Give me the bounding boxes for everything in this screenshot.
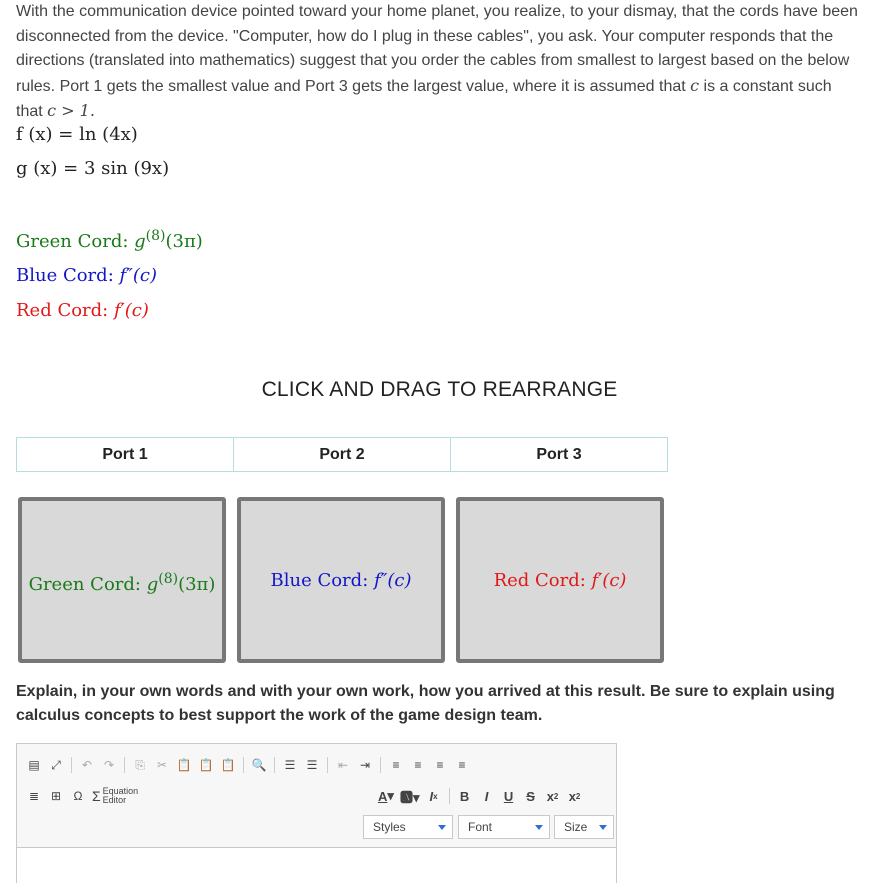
justify-icon[interactable]: ≡	[458, 758, 466, 772]
editor-format-toolbar	[375, 782, 586, 810]
align-center-icon[interactable]: ≡	[414, 758, 422, 772]
blue-cord-definition: Blue Cord: f″(c)	[16, 265, 157, 286]
bulleted-list-icon[interactable]: ☰	[306, 758, 318, 772]
draggable-red-cord[interactable]	[456, 497, 664, 663]
rich-text-editor	[16, 743, 617, 883]
background-color-icon[interactable]: 🅰▾	[400, 789, 420, 805]
outdent-icon[interactable]: ⇤	[337, 758, 349, 772]
styles-dropdown[interactable]: Styles	[363, 815, 453, 839]
indent-icon[interactable]: ⇥	[359, 758, 371, 772]
chevron-down-icon	[535, 825, 543, 830]
text-color-icon[interactable]: A ▾	[378, 788, 394, 804]
editor-toolbar-row-1	[23, 751, 473, 779]
bold-icon[interactable]: B	[459, 788, 470, 804]
draggable-blue-cord[interactable]	[237, 497, 445, 663]
chevron-down-icon	[438, 825, 446, 830]
source-icon[interactable]: ▤	[28, 758, 40, 772]
explain-prompt: Explain, in your own words and with your own work, how you arrived at this result. Be sure to explain using calculus concepts to best support the work of the game design team.	[16, 683, 835, 724]
paste-icon[interactable]: 📋	[176, 758, 192, 772]
strikethrough-icon[interactable]: S	[526, 788, 535, 804]
port-3-label: Port 3	[450, 438, 667, 471]
find-icon[interactable]: 🔍	[251, 758, 267, 772]
special-char-icon[interactable]: Ω	[73, 789, 83, 803]
blue-cord-card-text: Blue Cord: f″(c)	[270, 569, 412, 591]
function-f: f (x) = ln (4x)	[16, 124, 138, 145]
cut-icon[interactable]: ✂	[156, 758, 168, 772]
ports-header	[16, 437, 668, 472]
horizontal-line-icon[interactable]: ≣	[28, 789, 40, 803]
chevron-down-icon	[599, 825, 607, 830]
red-cord-definition: Red Cord: f′(c)	[16, 300, 149, 321]
equation-editor-button[interactable]: Σ Equation Editor	[92, 786, 139, 805]
superscript-icon[interactable]: x 2	[568, 788, 581, 804]
green-cord-card-text: Green Cord: $g^{(8)}(3\pi)$	[28, 571, 216, 595]
copy-icon[interactable]: ⎘	[135, 757, 145, 772]
editor-toolbar-row-2	[23, 782, 141, 810]
size-dropdown[interactable]: Size	[554, 815, 614, 839]
paste-text-icon[interactable]: 📋	[198, 758, 214, 772]
font-dropdown[interactable]: Font	[458, 815, 550, 839]
maximize-icon[interactable]: ⤢	[51, 757, 61, 772]
subscript-icon[interactable]: x 2	[546, 788, 559, 804]
green-cord-definition: Green Cord: $g^{(8)}(3\pi)$	[16, 228, 203, 252]
redo-icon[interactable]: ↷	[103, 758, 115, 772]
table-icon[interactable]: ⊞	[50, 789, 62, 803]
remove-format-icon[interactable]: I x	[429, 788, 438, 804]
align-left-icon[interactable]: ≡	[392, 758, 400, 772]
underline-icon[interactable]: U	[503, 788, 514, 804]
editor-content-area[interactable]	[17, 847, 616, 884]
port-2-label: Port 2	[233, 438, 450, 471]
italic-icon[interactable]: I	[484, 788, 489, 804]
red-cord-card-text: Red Cord: f′(c)	[493, 569, 627, 591]
undo-icon[interactable]: ↶	[81, 758, 93, 772]
align-right-icon[interactable]: ≡	[436, 758, 444, 772]
port-1-label: Port 1	[102, 445, 148, 463]
rearrange-heading: CLICK AND DRAG TO REARRANGE	[261, 378, 618, 401]
numbered-list-icon[interactable]: ☰	[284, 758, 296, 772]
draggable-green-cord[interactable]	[18, 497, 226, 663]
paste-word-icon[interactable]: 📋	[220, 758, 236, 772]
instructions-text: With the communication device pointed toward your home planet, you realize, to your dismay, that the cords have been disconnected from the device. "Computer, how do I plug in these cables", you ask. Your computer responds that the directions (translated into mathematics) suggest that you order the cables from smallest to largest based on the below rules. Port 1 gets the smallest value and Port 3 gets the largest value, where it is assumed that c is a constant such that c > 1.	[16, 3, 858, 120]
function-g: g (x) = 3 sin (9x)	[16, 158, 170, 179]
